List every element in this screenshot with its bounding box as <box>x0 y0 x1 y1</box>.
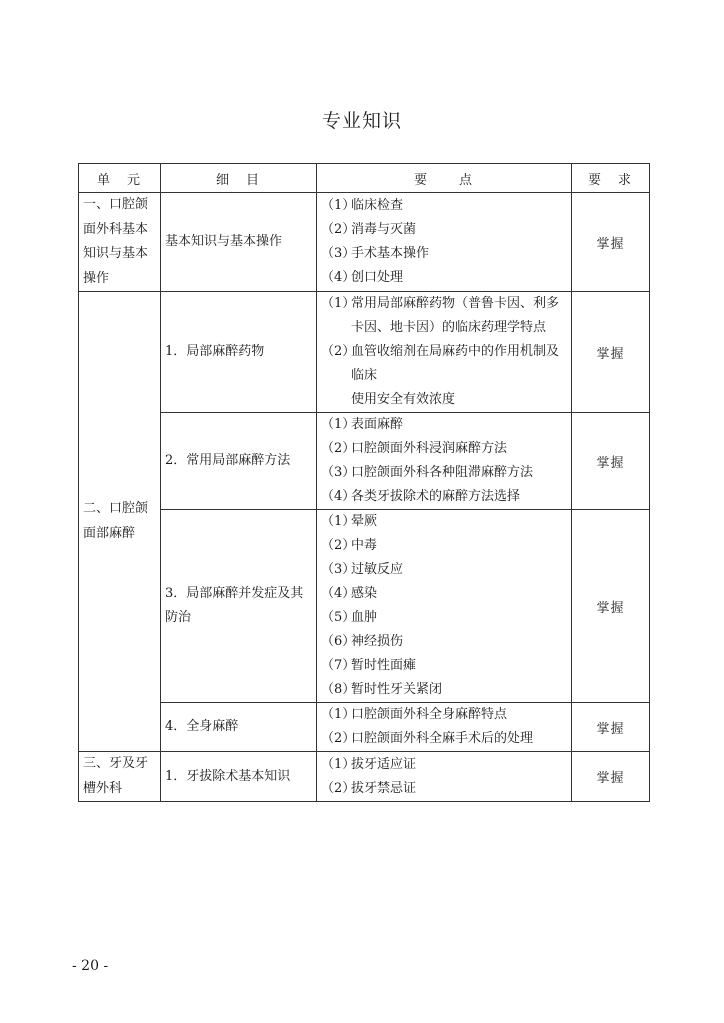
point-text: 口腔颌面外科浸润麻醉方法 <box>351 441 508 456</box>
page-number: - 20 - <box>72 958 109 974</box>
point-text: 暂时性牙关紧闭 <box>351 682 443 697</box>
point-text: 常用局部麻醉药物（普鲁卡因、利多卡因、地卡因）的临床药理学特点 <box>351 296 560 335</box>
table-row <box>79 752 650 802</box>
requirement-cell: 掌握 <box>572 193 650 292</box>
list-item <box>321 413 567 437</box>
point-text: 中毒 <box>351 538 378 553</box>
point-number: （1） <box>321 198 356 213</box>
points-cell <box>317 193 572 292</box>
points-cell <box>317 292 572 413</box>
point-number: （3） <box>321 246 356 261</box>
point-text: 口腔颌面外科各种阻滞麻醉方法 <box>351 465 534 480</box>
point-number: （1） <box>321 707 356 722</box>
point-text: 口腔颌面外科全麻手术后的处理 <box>351 731 534 746</box>
point-number: （3） <box>321 465 356 480</box>
list-item <box>321 218 567 242</box>
list-item <box>321 534 567 558</box>
point-number: （4） <box>321 586 356 601</box>
point-number: （7） <box>321 658 356 673</box>
point-number: （1） <box>321 296 356 311</box>
table-row <box>79 292 650 413</box>
unit-cell: 二、口腔颌面部麻醉 <box>79 292 161 752</box>
list-item <box>321 437 567 461</box>
point-text: 暂时性面瘫 <box>351 658 417 673</box>
point-text: 神经损伤 <box>351 634 404 649</box>
list-item <box>321 703 567 727</box>
points-cell <box>317 413 572 510</box>
list-item <box>321 194 567 218</box>
table-row <box>79 413 650 510</box>
header-item: 细 目 <box>161 164 317 193</box>
point-text: 创口处理 <box>351 270 404 285</box>
table-header-row <box>79 164 650 193</box>
unit-cell: 三、牙及牙槽外科 <box>79 752 161 802</box>
point-text: 临床检查 <box>351 198 404 213</box>
point-text: 拔牙适应证 <box>351 756 417 772</box>
point-number: （2） <box>321 344 356 359</box>
list-item <box>321 654 567 678</box>
list-item <box>321 292 567 340</box>
point-number: （2） <box>321 222 356 237</box>
point-number: （2） <box>321 441 356 456</box>
point-number: （3） <box>321 562 356 577</box>
list-item <box>321 340 567 388</box>
requirement-cell: 掌握 <box>572 703 650 752</box>
points-cell <box>317 510 572 703</box>
point-text: 手术基本操作 <box>351 246 430 261</box>
list-item <box>321 630 567 654</box>
point-number: （1） <box>321 756 356 772</box>
point-number: （1） <box>321 417 356 432</box>
points-cell <box>317 752 572 802</box>
point-number: （8） <box>321 682 356 697</box>
table-row <box>79 510 650 703</box>
item-cell: 1．牙拔除术基本知识 <box>161 752 317 802</box>
requirement-cell: 掌握 <box>572 292 650 413</box>
point-text: 表面麻醉 <box>351 417 404 432</box>
point-number: （4） <box>321 270 356 285</box>
table-row <box>79 193 650 292</box>
list-item <box>321 582 567 606</box>
point-text: 各类牙拔除术的麻醉方法选择 <box>351 489 521 504</box>
point-number: （2） <box>321 731 356 746</box>
header-requirement: 要 求 <box>572 164 650 193</box>
list-item <box>321 606 567 630</box>
item-cell: 1．局部麻醉药物 <box>161 292 317 413</box>
list-item <box>321 753 567 777</box>
point-text: 感染 <box>351 586 378 601</box>
list-item <box>321 242 567 266</box>
requirement-cell: 掌握 <box>572 510 650 703</box>
page-title: 专业知识 <box>321 110 402 132</box>
point-number: （6） <box>321 634 356 649</box>
list-item <box>321 678 567 702</box>
point-text: 消毒与灭菌 <box>351 222 417 237</box>
list-item <box>321 558 567 582</box>
list-item <box>321 388 567 412</box>
point-text: 拔牙禁忌证 <box>351 780 417 796</box>
list-item <box>321 777 567 801</box>
point-number: （5） <box>321 610 356 625</box>
list-item <box>321 461 567 485</box>
table-row <box>79 703 650 752</box>
list-item <box>321 510 567 534</box>
item-cell: 2．常用局部麻醉方法 <box>161 413 317 510</box>
list-item <box>321 727 567 751</box>
header-points: 要 点 <box>317 164 572 193</box>
point-number: （2） <box>321 780 356 796</box>
point-number <box>321 388 351 412</box>
point-text: 使用安全有效浓度 <box>351 392 456 407</box>
point-text: 口腔颌面外科全身麻醉特点 <box>351 707 508 722</box>
unit-cell: 一、口腔颌面外科基本知识与基本操作 <box>79 193 161 292</box>
syllabus-table <box>78 163 650 802</box>
item-cell: 基本知识与基本操作 <box>161 193 317 292</box>
item-cell: 4．全身麻醉 <box>161 703 317 752</box>
point-text: 过敏反应 <box>351 562 404 577</box>
point-number: （1） <box>321 514 356 529</box>
point-text: 血肿 <box>351 610 378 625</box>
header-unit: 单 元 <box>79 164 161 193</box>
list-item <box>321 485 567 509</box>
point-number: （4） <box>321 489 356 504</box>
list-item <box>321 266 567 290</box>
point-text: 晕厥 <box>351 514 378 529</box>
points-cell <box>317 703 572 752</box>
requirement-cell: 掌握 <box>572 752 650 802</box>
point-text: 血管收缩剂在局麻药中的作用机制及临床 <box>351 344 560 383</box>
requirement-cell: 掌握 <box>572 413 650 510</box>
point-number: （2） <box>321 538 356 553</box>
item-cell: 3．局部麻醉并发症及其防治 <box>161 510 317 703</box>
